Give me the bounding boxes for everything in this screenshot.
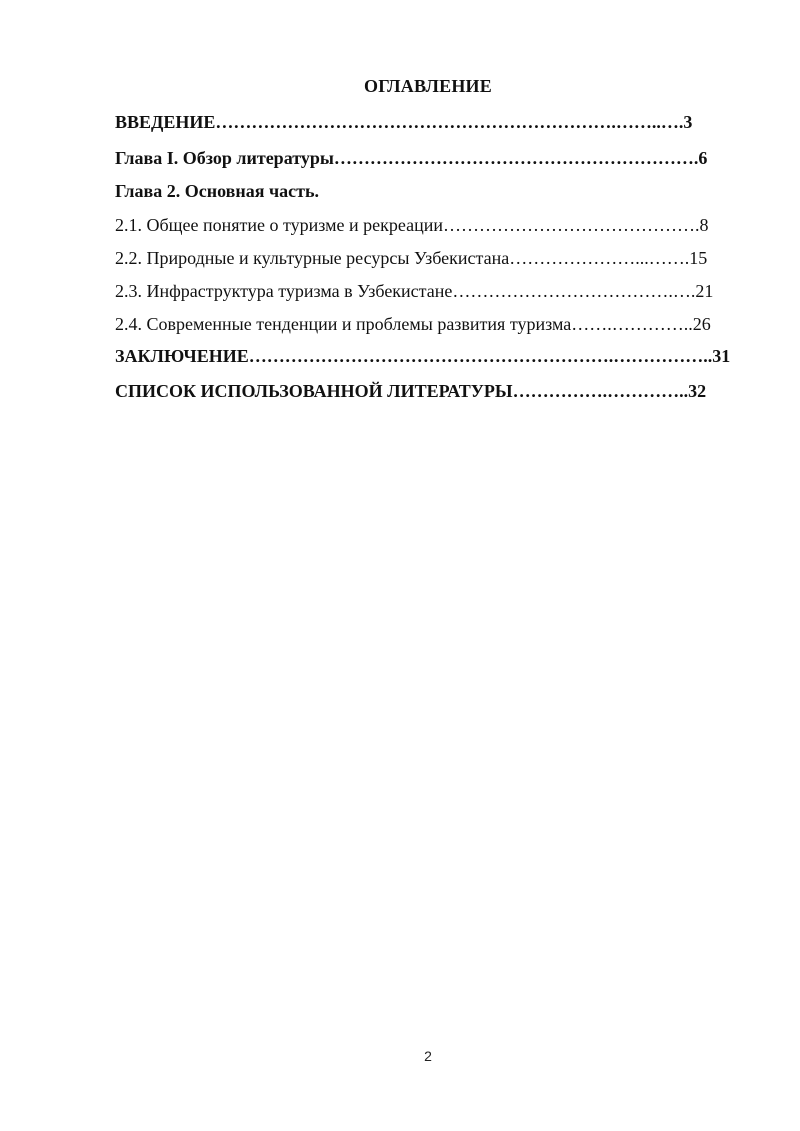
page-number: 2 xyxy=(424,1048,432,1064)
toc-entry-introduction: ВВЕДЕНИЕ………………………………………………………….……..….3 xyxy=(115,112,693,132)
toc-entry-references: СПИСОК ИСПОЛЬЗОВАННОЙ ЛИТЕРАТУРЫ…………….…………..32 xyxy=(115,381,707,401)
toc-entry-section-2-1: 2.1. Общее понятие о туризме и рекреации…………………………………….8 xyxy=(115,215,709,235)
toc-title: ОГЛАВЛЕНИЕ xyxy=(364,76,492,96)
toc-entry-chapter-2: Глава 2. Основная часть. xyxy=(115,181,319,201)
toc-entry-conclusion: ЗАКЛЮЧЕНИЕ…………………………………………………….……………..31 xyxy=(115,346,731,366)
toc-entry-section-2-3: 2.3. Инфраструктура туризма в Узбекистане……………………………….….21 xyxy=(115,281,714,301)
toc-entry-section-2-2: 2.2. Природные и культурные ресурсы Узбекистана…………………...…….15 xyxy=(115,248,708,268)
toc-entry-chapter-1: Глава I. Обзор литературы…………………………………………………….6 xyxy=(115,148,708,168)
toc-entry-section-2-4: 2.4. Современные тенденции и проблемы развития туризма…….…………..26 xyxy=(115,314,711,334)
